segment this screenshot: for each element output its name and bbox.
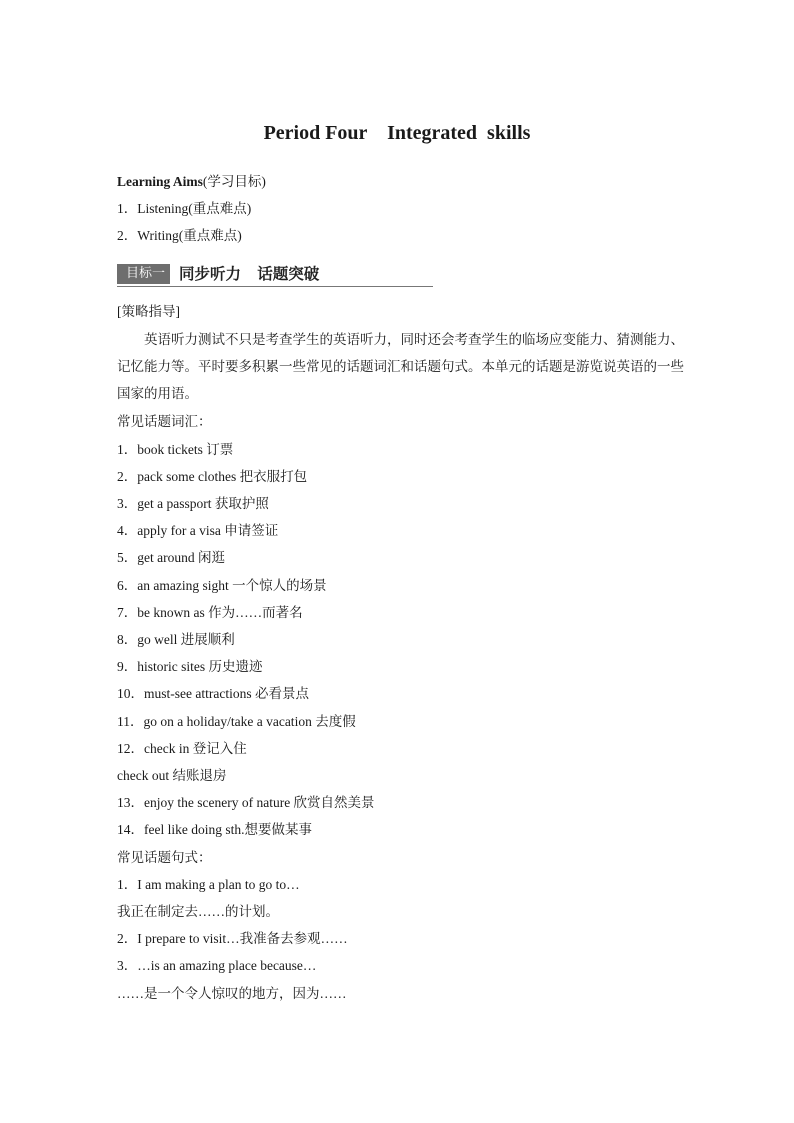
page-title: Period Four Integrated skills [263,122,531,144]
learning-aim-item: 2．Writing(重点难点) [117,228,242,243]
vocab-item: 6．an amazing sight 一个惊人的场景 [117,578,327,593]
strategy-paragraph [117,326,687,407]
vocab-item: 9．historic sites 历史遗迹 [117,659,263,674]
vocab-item: 3．get a passport 获取护照 [117,496,269,511]
section-tag: 目标一 [120,264,170,284]
sentence-item: 2．I prepare to visit…我准备去参观…… [117,931,348,946]
section-header [117,262,433,287]
vocab-item: 11．go on a holiday/take a vacation 去度假 [117,714,356,729]
sentence-item: 我正在制定去……的计划。 [117,904,279,919]
vocab-item: 1．book tickets 订票 [117,442,234,457]
vocab-item: 7．be known as 作为……而著名 [117,605,303,620]
strategy-heading: [策略指导] [117,304,180,319]
vocab-item: 12．check in 登记入住 [117,741,247,756]
vocab-item: 4．apply for a visa 申请签证 [117,523,279,538]
strategy-text: 英语听力测试不只是考查学生的英语听力，同时还会考查学生的临场应变能力、猜测能力、记忆能力等。平时要多积累一些常见的话题词汇和话题句式。本单元的话题是游览说英语的一些国家的用语。 [117,332,684,401]
vocab-item: 14．feel like doing sth.想要做某事 [117,822,312,837]
learning-aim-item: 1．Listening(重点难点) [117,201,252,216]
learning-aims-label: Learning Aims [117,174,203,189]
vocab-item: 2．pack some clothes 把衣服打包 [117,469,308,484]
vocab-item: 13．enjoy the scenery of nature 欣赏自然美景 [117,795,375,810]
sentence-item: 1．I am making a plan to go to… [117,877,300,892]
learning-aims-heading [117,173,266,191]
sentence-item: 3．…is an amazing place because… [117,958,317,973]
sentence-heading: 常见话题句式： [117,850,212,865]
vocab-item: 10．must-see attractions 必看景点 [117,686,309,701]
vocab-heading: 常见话题词汇： [117,414,212,429]
sentence-item: ……是一个令人惊叹的地方，因为…… [117,986,347,1001]
learning-aims-label-cn: (学习目标) [202,174,266,189]
vocab-item: 8．go well 进展顺利 [117,632,235,647]
vocab-item: 5．get around 闲逛 [117,550,225,565]
section-title: 同步听力 话题突破 [179,265,320,283]
vocab-item: check out 结账退房 [117,768,227,783]
